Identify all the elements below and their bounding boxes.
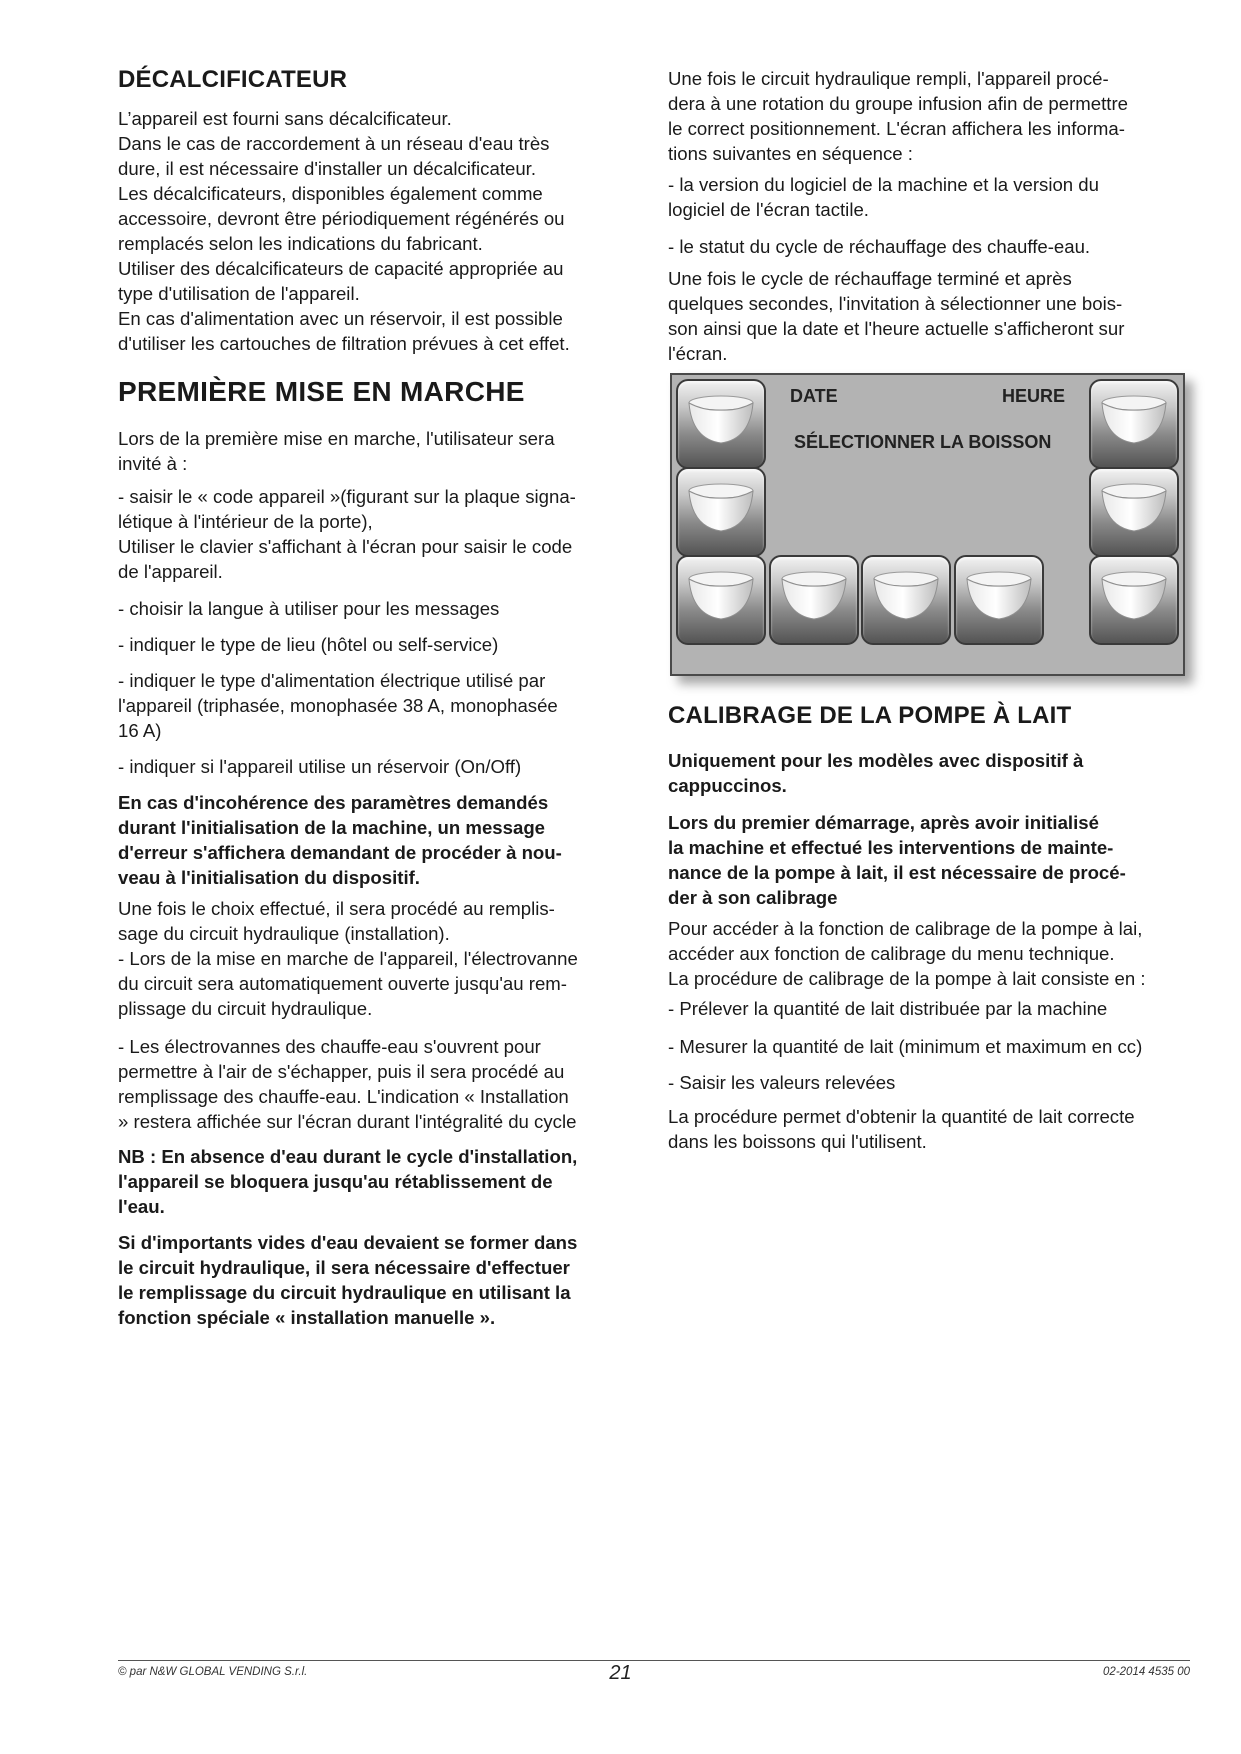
- date-label: DATE: [790, 386, 838, 406]
- list-item: - indiquer si l'appareil utilise un réservoir (On/Off): [118, 756, 522, 777]
- beverage-button[interactable]: [954, 555, 1044, 645]
- premiere-title: PREMIÈRE MISE EN MARCHE: [118, 376, 525, 407]
- calib-bold-2: Lors du premier démarrage, après avoir initialisé la machine et effectué les interventions de mainte- nance de la pompe à lait, il est nécessaire de procé- der à son calibrage: [668, 812, 1126, 908]
- beverage-button[interactable]: [861, 555, 951, 645]
- decalc-title: DÉCALCIFICATEUR: [118, 66, 348, 93]
- beverage-button[interactable]: [769, 555, 859, 645]
- list-item: - choisir la langue à utiliser pour les messages: [118, 598, 500, 619]
- warning-paragraph: En cas d'incohérence des paramètres demandés durant l'initialisation de la machine, un message d'erreur s'affichera demandant de procéder à nou- veau à l'initialisation du dispositif.: [118, 792, 562, 888]
- list-item: - Saisir les valeurs relevées: [668, 1072, 896, 1093]
- list-item: - indiquer le type d'alimentation électrique utilisé par l'appareil (triphasée, monophasée 38 A, monophasée 16 A): [118, 670, 558, 741]
- calib-title: CALIBRAGE DE LA POMPE À LAIT: [668, 702, 1072, 729]
- list-item: - le statut du cycle de réchauffage des chauffe-eau.: [668, 236, 1091, 257]
- select-beverage-label: SÉLECTIONNER LA BOISSON: [794, 432, 1052, 452]
- nb-paragraph: NB : En absence d'eau durant le cycle d'installation, l'appareil se bloquera jusqu'au rétablissement de l'eau.: [118, 1146, 578, 1217]
- beverage-button[interactable]: [1089, 467, 1179, 557]
- footer-doc-code: 02-2014 4535 00: [1103, 1666, 1190, 1678]
- footer-copyright: © par N&W GLOBAL VENDING S.r.l.: [118, 1666, 308, 1678]
- vides-paragraph: Si d'importants vides d'eau devaient se former dans le circuit hydraulique, il sera nécessaire d'effectuer le remplissage du circuit hydraulique en utilisant la fonction spéciale « installation manuelle ».: [118, 1232, 578, 1328]
- calib-paragraph: Pour accéder à la fonction de calibrage de la pompe à lai, accéder aux fonction de calibrage du menu technique. La procédure de calibrage de la pompe à lait consiste en :: [668, 918, 1146, 989]
- page-number: 21: [609, 1662, 632, 1684]
- hour-label: HEURE: [1002, 386, 1066, 406]
- list-item: - saisir le « code appareil »(figurant sur la plaque signa- létique à l'intérieur de la porte), Utiliser le clavier s'affichant à l'écran pour saisir le code de l'appareil.: [118, 486, 576, 582]
- beverage-button[interactable]: [676, 555, 766, 645]
- right-intro: Une fois le circuit hydraulique rempli, l'appareil procé- dera à une rotation du groupe infusion afin de permettre le correct positionnement. L'écran affichera les informa- tions suivantes en séquence :: [668, 68, 1128, 164]
- right-after: Une fois le cycle de réchauffage terminé et après quelques secondes, l'invitation à sélectionner une bois- son ainsi que la date et l'heure actuelle s'afficheront sur l'écran.: [668, 268, 1125, 364]
- beverage-button[interactable]: [1089, 379, 1179, 469]
- choice-paragraph: Une fois le choix effectué, il sera procédé au remplis- sage du circuit hydraulique (installation).: [118, 898, 555, 944]
- beverage-button[interactable]: [676, 467, 766, 557]
- beverage-button[interactable]: [1089, 555, 1179, 645]
- final-paragraph: La procédure permet d'obtenir la quantité de lait correcte dans les boissons qui l'utilisent.: [668, 1106, 1135, 1152]
- list-item: - indiquer le type de lieu (hôtel ou self-service): [118, 634, 499, 655]
- footer-divider: [118, 1660, 1190, 1661]
- beverage-button[interactable]: [676, 379, 766, 469]
- list-item: - Les électrovannes des chauffe-eau s'ouvrent pour permettre à l'air de s'échapper, puis il sera procédé au remplissage des chauffe-eau. L'indication « Installation » restera affichée sur l'écran durant l'intégralité du cycle: [118, 1036, 577, 1132]
- list-item: - Mesurer la quantité de lait (minimum et maximum en cc): [668, 1036, 1143, 1057]
- calib-bold-1: Uniquement pour les modèles avec dispositif à cappuccinos.: [668, 750, 1084, 796]
- list-item: - la version du logiciel de la machine et la version du logiciel de l'écran tactile.: [668, 174, 1099, 220]
- decalc-paragraph: L’appareil est fourni sans décalcificateur. Dans le cas de raccordement à un réseau d'eau très dure, il est nécessaire d'installer un décalcificateur. Les décalcificateurs, disponibles également comme accessoire, devront être périodiquement régénérés ou remplacés selon les indications du fabricant. Utiliser des décalcificateurs de capacité appropriée au type d'utilisation de l'appareil. En cas d'alimentation avec un réservoir, il est possible d'utiliser les cartouches de filtration prévues à cet effet.: [118, 108, 570, 354]
- list-item: - Prélever la quantité de lait distribuée par la machine: [668, 998, 1108, 1019]
- list-item: - Lors de la mise en marche de l'appareil, l'électrovanne du circuit sera automatiquement ouverte jusqu'au rem- plissage du circuit hydraulique.: [118, 948, 578, 1019]
- premiere-intro: Lors de la première mise en marche, l'utilisateur sera invité à :: [118, 428, 555, 474]
- touch-screen-display: [670, 373, 1185, 676]
